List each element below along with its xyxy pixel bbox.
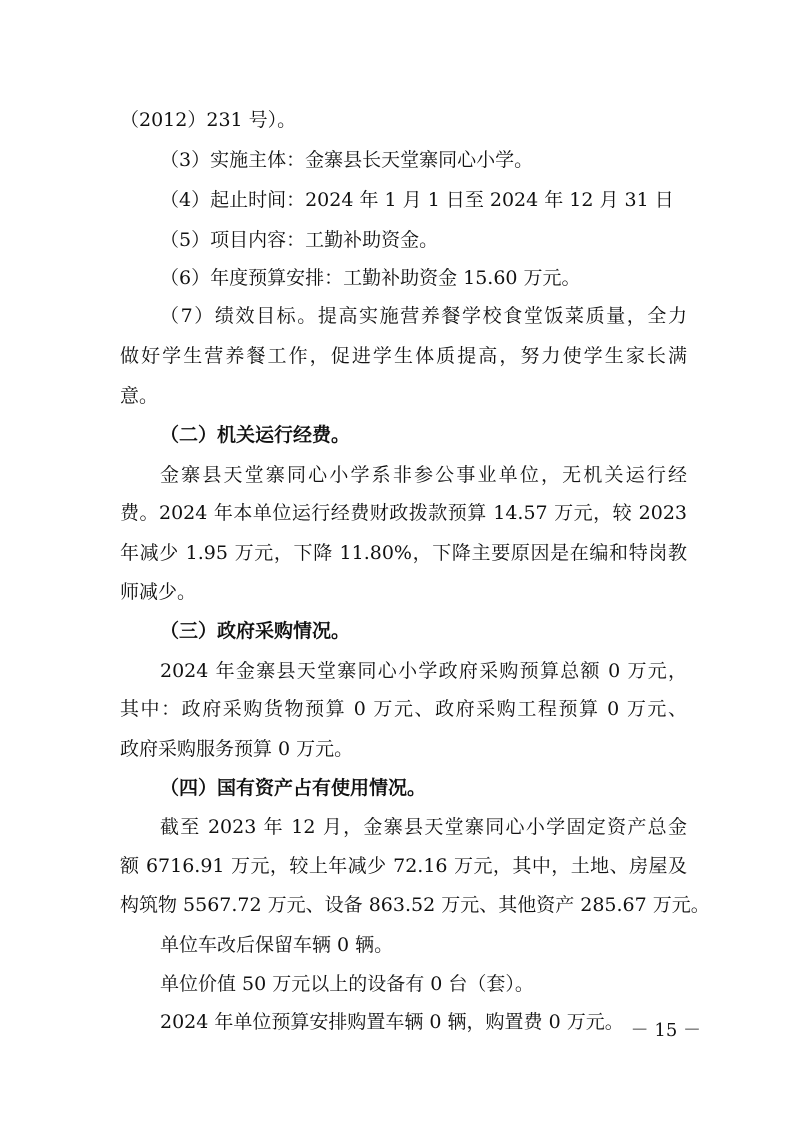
text-line: 年减少 1.95 万元，下降 11.80%，下降主要原因是在编和特岗教 [120, 542, 687, 564]
section-heading: （四）国有资产占有使用情况。 [160, 777, 427, 799]
text-line: 金寨县天堂寨同心小学系非参公事业单位，无机关运行经 [160, 464, 687, 486]
text-line: 师减少。 [120, 581, 197, 603]
text-line: 截至 2023 年 12 月，金寨县天堂寨同心小学固定资产总金 [160, 816, 687, 838]
text-line: 单位车改后保留车辆 0 辆。 [160, 934, 394, 956]
text-line: 做好学生营养餐工作，促进学生体质提高，努力使学生家长满 [120, 345, 687, 367]
page-number: － 15 － [630, 1020, 701, 1041]
text-line: 费。2024 年本单位运行经费财政拨款预算 14.57 万元，较 2023 [120, 502, 687, 524]
text-line: （5）项目内容：工勤补助资金。 [160, 229, 439, 251]
text-line: （3）实施主体：金寨县长天堂寨同心小学。 [160, 149, 534, 171]
text-line: 单位价值 50 万元以上的设备有 0 台（套）。 [160, 973, 534, 995]
text-line: 其中：政府采购货物预算 0 万元、政府采购工程预算 0 万元、 [120, 698, 687, 720]
text-line: 构筑物 5567.72 万元、设备 863.52 万元、其他资产 285.67 万元。 [120, 894, 710, 916]
text-line: （2012）231 号）。 [120, 109, 297, 131]
text-line: （4）起止时间：2024 年 1 月 1 日至 2024 年 12 月 31 日 [160, 189, 674, 211]
section-heading: （三）政府采购情况。 [160, 620, 351, 642]
text-line: 2024 年单位预算安排购置车辆 0 辆，购置费 0 万元。 [160, 1011, 624, 1033]
text-line: 意。 [120, 385, 159, 407]
section-heading: （二）机关运行经费。 [160, 424, 351, 446]
text-line: （6）年度预算安排：工勤补助资金 15.60 万元。 [160, 267, 581, 289]
text-line: 政府采购服务预算 0 万元。 [120, 738, 354, 760]
text-line: （7）绩效目标。提高实施营养餐学校食堂饭菜质量，全力 [160, 305, 687, 327]
text-line: 2024 年金寨县天堂寨同心小学政府采购预算总额 0 万元， [160, 660, 687, 682]
text-line: 额 6716.91 万元，较上年减少 72.16 万元，其中，土地、房屋及 [120, 855, 687, 877]
